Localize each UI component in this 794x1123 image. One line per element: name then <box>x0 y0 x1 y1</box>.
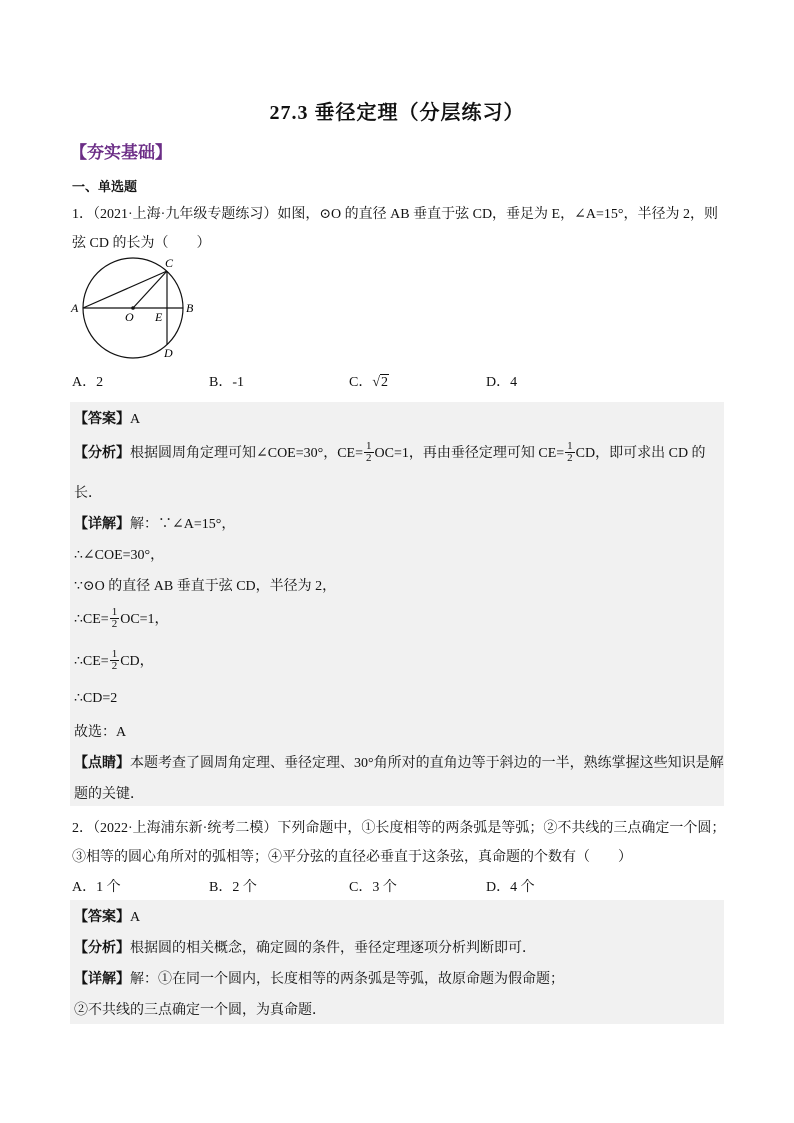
question-1-solution-box <box>70 402 724 806</box>
question-2-stem-line-2: ③相等的圆心角所对的弧相等；④平分弦的直径必垂直于这条弦，真命题的个数有（ ） <box>72 850 632 865</box>
label-a: A <box>71 301 79 315</box>
detail-row-1: 【详解】解：①在同一个圆内，长度相等的两条弧是等弧，故原命题为假命题； <box>74 972 564 987</box>
sqrt-symbol: √2 <box>372 375 389 390</box>
fraction-half: $\frac{1}{2}$ <box>111 648 118 673</box>
fraction-half: $\frac{1}{2}$ <box>366 440 372 465</box>
page-title: 27.3 垂径定理（分层练习） <box>269 102 525 124</box>
choice-b[interactable]: B．2 个 <box>209 880 257 895</box>
answer-row: 【答案】A <box>74 910 141 925</box>
label-b: B <box>186 301 194 315</box>
comment-row-2: 题的关键． <box>74 787 144 802</box>
detail-row-2: ∴∠COE=30°， <box>74 548 165 563</box>
segment-oc <box>133 271 167 308</box>
label-d: D <box>164 346 173 360</box>
circle-figure <box>70 254 206 362</box>
section-heading: 【夯实基础】 <box>70 143 172 162</box>
segment-ac <box>83 271 167 308</box>
question-1-stem-line-2: 弦 CD 的长为（ ） <box>72 236 211 251</box>
choice-d[interactable]: D．4 个 <box>486 880 535 895</box>
question-2-stem-line-1: 2．（2022·上海浦东新·统考二模）下列命题中，①长度相等的两条弧是等弧；②不共线的三点确定一个圆； <box>72 821 726 836</box>
detail-row-5: ∴CE= $\frac{1}{2}$ CD， <box>74 648 154 673</box>
question-1-stem-line-1: 1．（2021·上海·九年级专题练习）如图，⊙O 的直径 AB 垂直于弦 CD，垂足为 E，∠A=15°，半径为 2，则 <box>72 207 718 222</box>
label-o: O <box>125 310 134 324</box>
question-2-solution-box <box>70 900 724 1024</box>
choice-a[interactable]: A．2 <box>72 375 104 390</box>
analysis-row: 【分析】根据圆周角定理可知∠COE=30°，CE= $\frac{1}{2}$ OC=1，再由垂径定理可知 CE= $\frac{1}{2}$ CD，即可求出 CD 的 <box>74 440 706 465</box>
label-c: C <box>165 256 174 270</box>
detail-row-1: 【详解】解：∵∠A=15°， <box>74 517 236 532</box>
comment-row-1: 【点睛】本题考查了圆周角定理、垂径定理、30°角所对的直角边等于斜边的一半，熟练掌握这些知识是解 <box>74 756 724 771</box>
detail-row-7: 故选：A <box>74 725 127 740</box>
analysis-row-2: 长． <box>74 486 102 501</box>
detail-row-3: ∵⊙O 的直径 AB 垂直于弦 CD，半径为 2， <box>74 579 337 594</box>
detail-row-2: ②不共线的三点确定一个圆，为真命题． <box>74 1003 326 1018</box>
question-2-choices <box>72 876 672 896</box>
fraction-half: $\frac{1}{2}$ <box>567 440 573 465</box>
analysis-row: 【分析】根据圆的相关概念，确定圆的条件，垂径定理逐项分析判断即可． <box>74 941 536 956</box>
subsection-heading: 一、单选题 <box>72 179 138 194</box>
detail-row-4: ∴CE= $\frac{1}{2}$ OC=1， <box>74 606 169 631</box>
choice-d[interactable]: D．4 <box>486 375 518 390</box>
answer-row: 【答案】A <box>74 412 141 427</box>
label-e: E <box>155 310 163 324</box>
choice-b[interactable]: B．-1 <box>209 375 245 390</box>
question-1-choices <box>72 371 672 391</box>
choice-c[interactable]: C．3 个 <box>349 880 397 895</box>
fraction-half: $\frac{1}{2}$ <box>111 606 118 631</box>
choice-c[interactable]: C．√2 <box>349 375 389 390</box>
detail-row-6: ∴CD=2 <box>74 691 118 706</box>
choice-a[interactable]: A．1 个 <box>72 880 121 895</box>
